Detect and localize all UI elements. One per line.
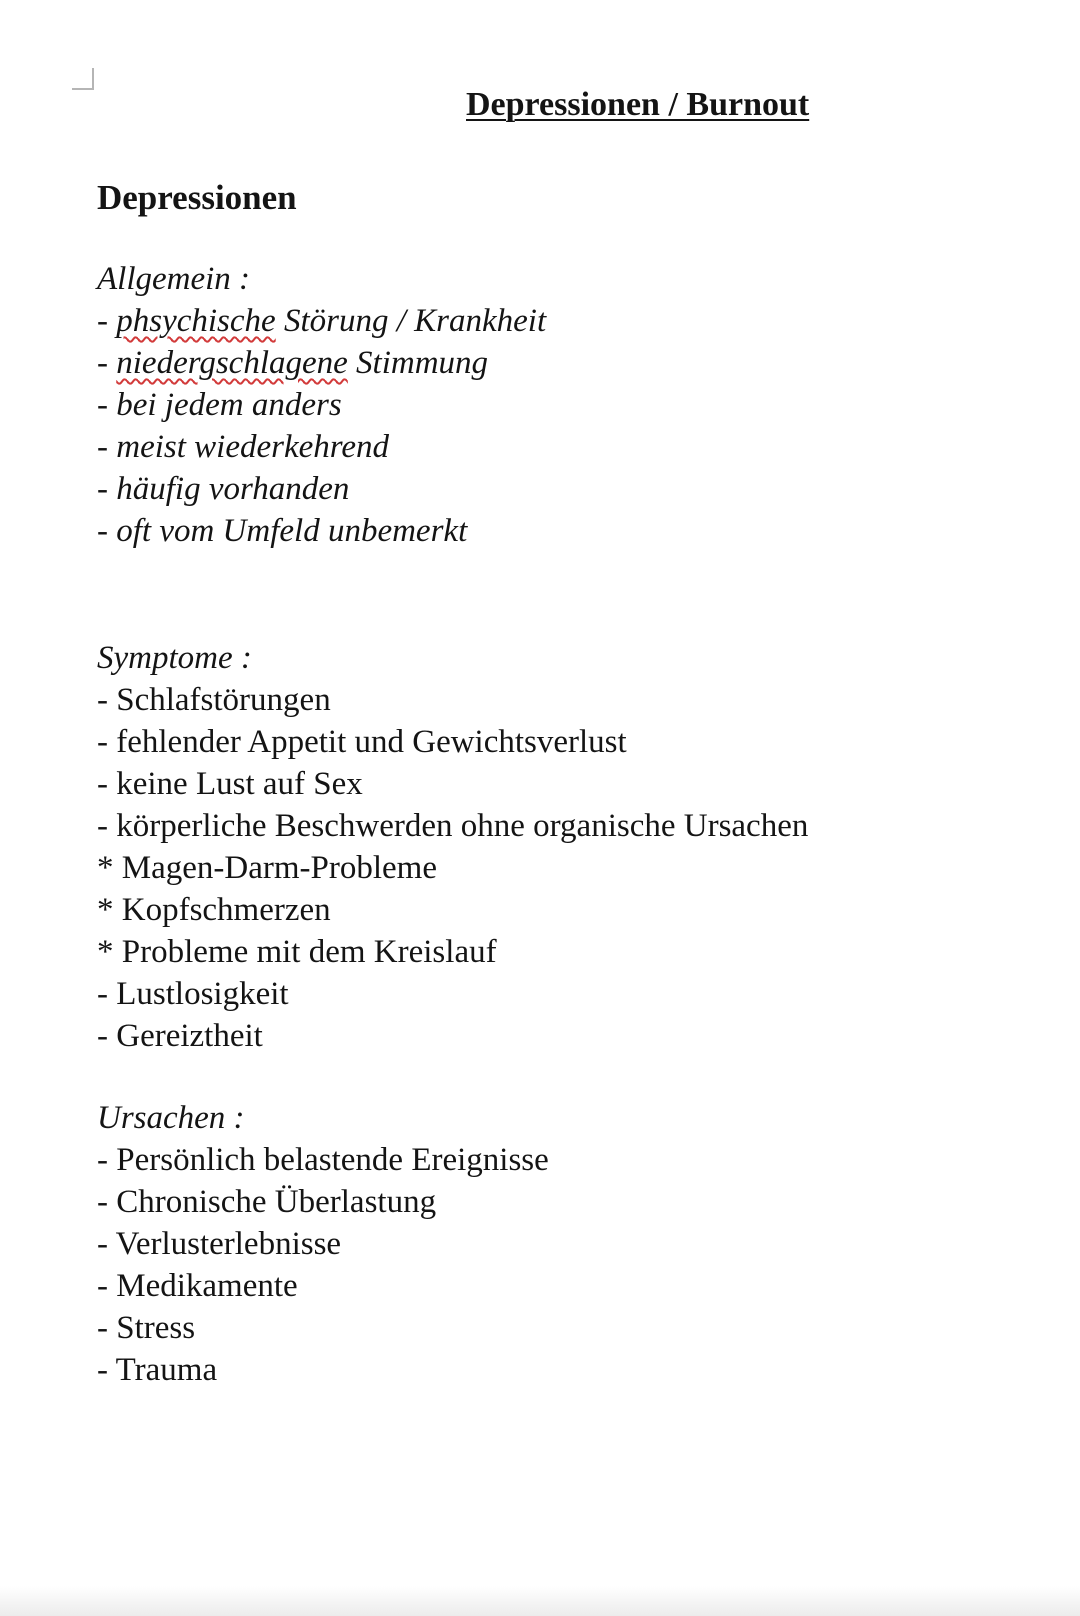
block-symptome [97,637,997,1057]
block-allgemein [97,258,997,552]
misspelled-word[interactable]: niedergschlagene [116,345,348,381]
list-item-text: Störung / Krankheit [275,303,547,339]
list-item-prefix: - [97,345,117,381]
list-item: - Medikamente [97,1268,298,1304]
list-item: - fehlender Appetit und Gewichtsverlust [97,724,627,760]
list-item: - Gereiztheit [97,1018,263,1054]
block-label-ursachen: Ursachen : [97,1100,245,1136]
block-label-allgemein: Allgemein : [97,261,251,297]
list-item: - keine Lust auf Sex [97,766,363,802]
block-ursachen [97,1097,997,1391]
list-item [97,300,997,342]
block-label-symptome: Symptome : [97,640,252,676]
list-item: * Probleme mit dem Kreislauf [97,934,497,970]
list-item: - häufig vorhanden [97,471,350,507]
list-item [97,342,997,384]
list-item: - bei jedem anders [97,387,342,423]
list-item: - Schlafstörungen [97,682,331,718]
list-item: - oft vom Umfeld unbemerkt [97,513,468,549]
list-item: - Lustlosigkeit [97,976,289,1012]
list-item: - Trauma [97,1352,218,1388]
list-item-text: Stimmung [347,345,489,381]
list-item: - Persönlich belastende Ereignisse [97,1142,549,1178]
list-item: - meist wiederkehrend [97,429,390,465]
list-item: * Magen-Darm-Probleme [97,850,437,886]
section-heading-depressionen: Depressionen [97,178,297,217]
document-body [97,174,997,1391]
list-item-prefix: - [97,303,117,339]
misspelled-word[interactable]: phsychische [116,303,276,339]
list-item: - Verlusterlebnisse [97,1226,342,1262]
page-bottom-shadow [0,1586,1080,1616]
list-item: - körperliche Beschwerden ohne organische Ursachen [97,808,809,844]
list-item: - Stress [97,1310,196,1346]
list-item: * Kopfschmerzen [97,892,331,928]
list-item: - Chronische Überlastung [97,1184,437,1220]
page-corner-marker [72,68,94,90]
document-title: Depressionen / Burnout [466,86,810,123]
